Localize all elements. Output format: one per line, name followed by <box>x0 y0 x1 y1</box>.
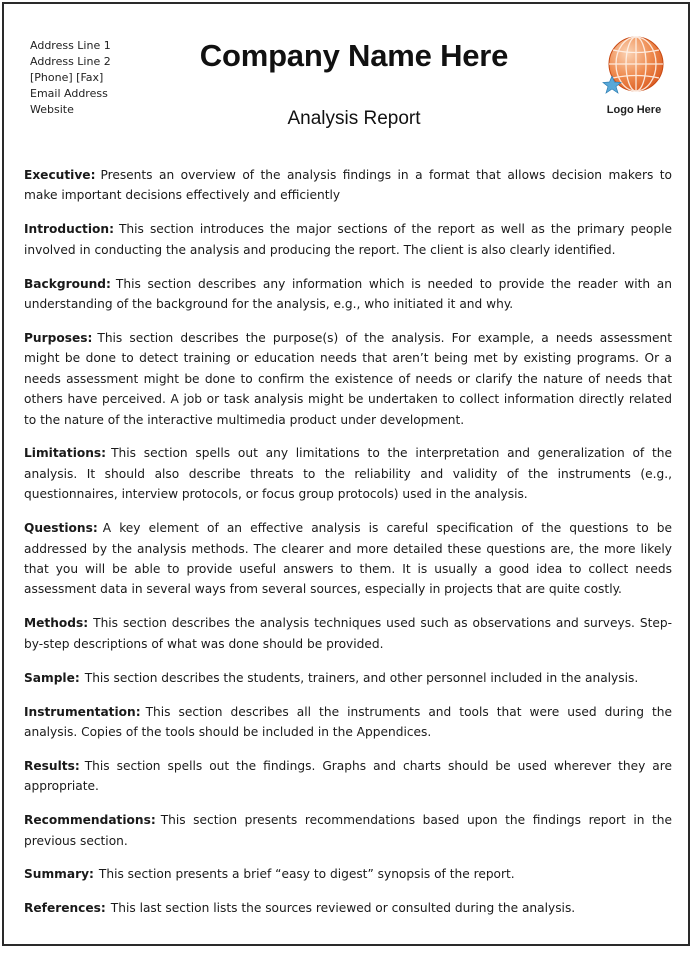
section-methods <box>24 613 672 654</box>
section-summary <box>24 864 672 884</box>
section-label: Summary: <box>24 867 94 882</box>
section-text: This section spells out any limitations to the interpretation and generalization of the analysis. It should also describe threats to the reliability and validity of the instruments (e.g., questionnaires, interview protocols, or focus group protocols) used in the analysis. <box>24 446 672 502</box>
section-limitations <box>24 443 672 504</box>
section-text: A key element of an effective analysis is careful specification of the questions to be addressed by the analysis methods. The clearer and more detailed these questions are, the more likely that you will be able to provide useful answers to them. It is usually a good idea to collect needs assessment data in several ways from several sources, especially in projects that are quite costly. <box>24 521 672 597</box>
section-text: This section presents recommendations based upon the findings report in the previous section. <box>24 813 672 848</box>
globe-icon <box>600 34 670 94</box>
section-label: Recommendations: <box>24 813 156 828</box>
section-label: Questions: <box>24 521 98 536</box>
section-references <box>24 898 672 918</box>
section-results <box>24 756 672 797</box>
section-introduction <box>24 219 672 260</box>
section-label: Purposes: <box>24 330 93 345</box>
section-instrumentation <box>24 702 672 743</box>
section-label: Limitations: <box>24 446 107 461</box>
section-text: This section describes the students, trainers, and other personnel included in the analysis. <box>84 670 639 685</box>
section-background <box>24 274 672 315</box>
email-address: Email Address <box>30 87 108 100</box>
report-title: Analysis Report <box>287 108 421 129</box>
section-label: Background: <box>24 276 111 291</box>
section-text: This section presents a brief “easy to digest” synopsis of the report. <box>98 867 515 882</box>
section-text: This section describes all the instruments and tools that were used during the analysis. Copies of the tools should be included in the Appendices. <box>24 704 672 739</box>
section-text: This section introduces the major sections of the report as well as the primary people involved in conducting the analysis and producing the report. The client is also clearly identified. <box>24 222 672 257</box>
section-text: This section spells out the findings. Graphs and charts should be used wherever they are appropriate. <box>24 758 672 794</box>
section-text: Presents an overview of the analysis findings in a format that allows decision makers to make important decisions effectively and efficiently <box>24 168 672 203</box>
section-label: Results: <box>24 758 80 773</box>
section-label: Executive: <box>24 168 96 182</box>
section-recommendations <box>24 810 672 851</box>
section-text: This section describes the purpose(s) of the analysis. For example, a needs assessment might be done to detect training or education needs that aren’t being met by existing programs. Or a needs assessment might be done to confirm the existence of needs or clarify the nature of needs that others have perceived. A job or task analysis might be undertaken to collect information directly related to the nature of the interactive multimedia product under development. <box>24 330 672 427</box>
website: Website <box>30 103 74 116</box>
address-block <box>30 38 111 118</box>
address-line-1: Address Line 1 <box>30 39 111 52</box>
section-text: This last section lists the sources reviewed or consulted during the analysis. <box>110 901 576 916</box>
address-line-2: Address Line 2 <box>30 55 111 68</box>
section-executive <box>24 165 672 206</box>
section-questions <box>24 518 672 600</box>
section-purposes <box>24 328 672 430</box>
section-sample <box>24 668 672 688</box>
section-text: This section describes any information which is needed to provide the reader with an understanding of the background for the analysis, e.g., who initiated it and why. <box>24 276 672 312</box>
report-body <box>24 165 672 932</box>
section-label: Methods: <box>24 616 89 631</box>
document-page <box>2 2 690 946</box>
section-label: Instrumentation: <box>24 704 141 719</box>
logo-label: Logo Here <box>606 104 662 116</box>
section-text: This section describes the analysis techniques used such as observations and surveys. Step-by-step descriptions of what was done should be provided. <box>24 616 672 651</box>
section-label: References: <box>24 901 106 916</box>
company-name: Company Name Here <box>199 38 509 73</box>
phone-fax: [Phone] [Fax] <box>30 71 104 84</box>
section-label: Sample: <box>24 670 80 685</box>
section-label: Introduction: <box>24 222 114 237</box>
